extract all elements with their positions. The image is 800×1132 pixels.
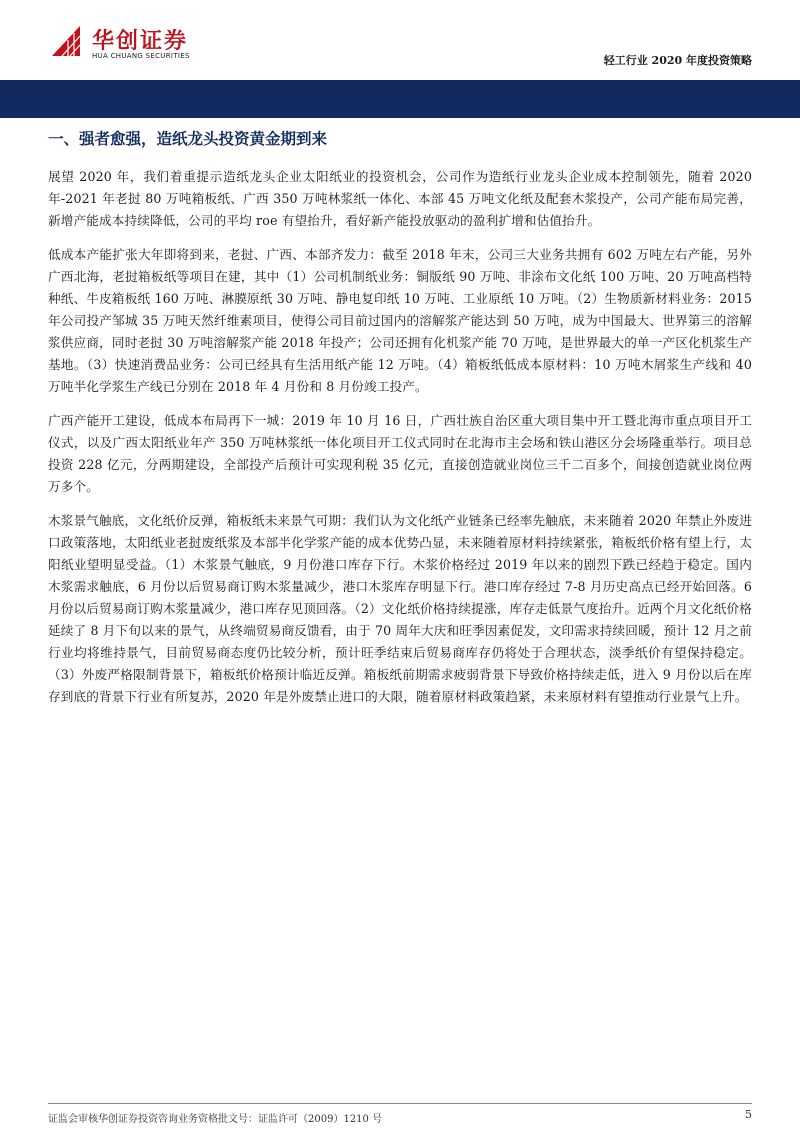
- brand-name-cn: 华创证券: [92, 29, 189, 54]
- main-content: [48, 126, 752, 720]
- paragraph-capacity-expansion: 低成本产能扩张大年即将到来，老挝、广西、本部齐发力：截至 2018 年末，公司三大业务共拥有 602 万吨左右产能，另外广西北海，老挝箱板纸等项目在建，其中（1）公司机制纸业务：铜版纸 90 万吨、非涂布文化纸 100 万吨、20 万吨高档特种纸、牛皮箱板纸 160 万吨、淋膜原纸 30 万吨、静电复印纸 10 万吨、工业原纸 10 万吨。（2）生物质新材料业务：2015 年公司投产邹城 35 万吨天然纤维素项目，使得公司目前过国内的溶解浆产能达到 50 万吨，成为中国最大、世界第三的溶解浆供应商，同时老挝 30 万吨溶解浆产能 2018 年投产；公司还拥有化机浆产能 70 万吨，是世界最大的单一产区化机浆生产基地。（3）快速消费品业务：公司已经具有生活用纸产能 12 万吨。（4）箱板纸低成本原材料：10 万吨木屑浆生产线和 40 万吨半化学浆生产线已分别在 2018 年 4 月份和 8 月份竣工投产。: [48, 247, 752, 394]
- paragraph-outlook: 展望 2020 年，我们着重提示造纸龙头企业太阳纸业的投资机会，公司作为造纸行业龙头企业成本控制领先，随着 2020 年-2021 年老挝 80 万吨箱板纸、广西 350 万吨林浆纸一体化、本部 45 万吨文化纸及配套木浆投产，公司产能布局完善，新增产能成本持续降低，公司的平均 roe 有望抬升，看好新产能投放驱动的盈利扩增和估值抬升。: [48, 169, 752, 228]
- header-banner: [0, 80, 800, 118]
- brand-name-en: HUA CHUANG SECURITIES: [92, 52, 190, 60]
- page-header: [0, 0, 800, 80]
- footer-divider: [48, 1103, 752, 1104]
- document-title: 轻工行业 2020 年度投资策略: [603, 54, 752, 67]
- footer-license: 证监会审核华创证券投资咨询业务资格批文号：证监许可（2009）1210 号: [48, 1114, 383, 1125]
- paragraph-pulp-cycle: 木浆景气触底，文化纸价反弹，箱板纸未来景气可期：我们认为文化纸产业链条已经率先触底，未来随着 2020 年禁止外废进口政策落地，太阳纸业老挝废纸浆及本部半化学浆产能的成本优势凸显，未来随着原材料持续紧张，箱板纸价格有望上行，太阳纸业望明显受益。（1）木浆景气触底，9 月份港口库存下行。木浆价格经过 2019 年以来的剧烈下跌已经趋于稳定。国内木浆需求触底，6 月份以后贸易商订购木浆量减少，港口木浆库存明显下行。港口库存经过 7-8 月历史高点已经开始回落。6 月份以后贸易商订购木浆量减少，港口库存见顶回落。（2）文化纸价格持续提涨，库存走低景气度抬升。近两个月文化纸价格延续了 8 月下旬以来的景气，从终端贸易商反馈看，由于 70 周年大庆和旺季因素促发，文印需求持续回暖，预计 12 月之前行业均将维持景气，目前贸易商态度仍比较分析，预计旺季结束后贸易商库存仍将处于合理状态，淡季纸价有望保持稳定。（3）外废严格限制背景下，箱板纸价格预计临近反弹。箱板纸前期需求疲弱背景下导致价格持续走低，进入 9 月份以后在库存到底的背景下行业有所复苏，2020 年是外废禁止进口的大限，随着原材料政策趋紧，未来原材料有望推动行业景气上升。: [48, 513, 752, 704]
- page-number: 5: [745, 1108, 752, 1121]
- section-heading: 一、强者愈强，造纸龙头投资黄金期到来: [48, 130, 328, 148]
- paragraph-guangxi-project: 广西产能开工建设，低成本布局再下一城：2019 年 10 月 16 日，广西壮族自治区重大项目集中开工暨北海市重点项目开工仪式，以及广西太阳纸业年产 350 万吨林浆纸一体化项目开工仪式同时在北海市主会场和铁山港区分会场隆重举行。项目总投资 228 亿元，分两期建设，全部投产后预计可实现利税 35 亿元，直接创造就业岗位三千二百多个，间接创造就业岗位两万多个。: [48, 413, 752, 494]
- hua-chuang-logo-icon: [48, 22, 84, 58]
